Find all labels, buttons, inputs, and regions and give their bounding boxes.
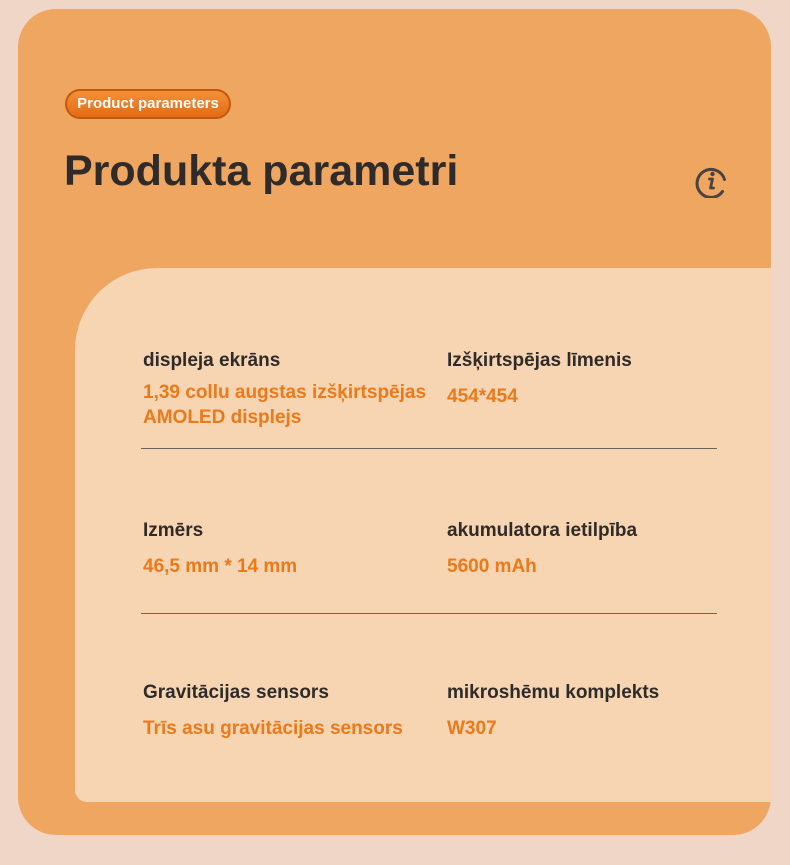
product-parameters-badge: Product parameters [65, 89, 231, 119]
param-value: 5600 mAh [447, 556, 537, 577]
param-label: akumulatora ietilpība [447, 520, 638, 541]
row-divider [141, 448, 717, 449]
param-label: Izmērs [143, 520, 204, 541]
param-label: displeja ekrāns [143, 350, 281, 371]
info-icon[interactable] [694, 164, 728, 198]
param-value: 1,39 collu augstas izšķirtspējas AMOLED displejs [143, 382, 427, 428]
param-value: 454*454 [447, 386, 518, 407]
param-display-screen [143, 350, 443, 430]
param-value: W307 [447, 718, 497, 739]
param-label: Izšķirtspējas līmenis [447, 350, 632, 371]
param-resolution [447, 350, 747, 409]
page-title: Produkta parametri [64, 147, 459, 195]
param-label: Gravitācijas sensors [143, 682, 329, 703]
param-value: Trīs asu gravitācijas sensors [143, 718, 403, 739]
param-gravity-sensor [143, 682, 443, 741]
param-size [143, 520, 443, 579]
param-battery-capacity [447, 520, 747, 579]
param-chipset [447, 682, 747, 741]
row-divider [141, 613, 717, 614]
parameters-panel [75, 268, 771, 802]
param-label: mikroshēmu komplekts [447, 682, 660, 703]
param-value: 46,5 mm * 14 mm [143, 556, 298, 577]
product-parameters-card [18, 9, 771, 835]
